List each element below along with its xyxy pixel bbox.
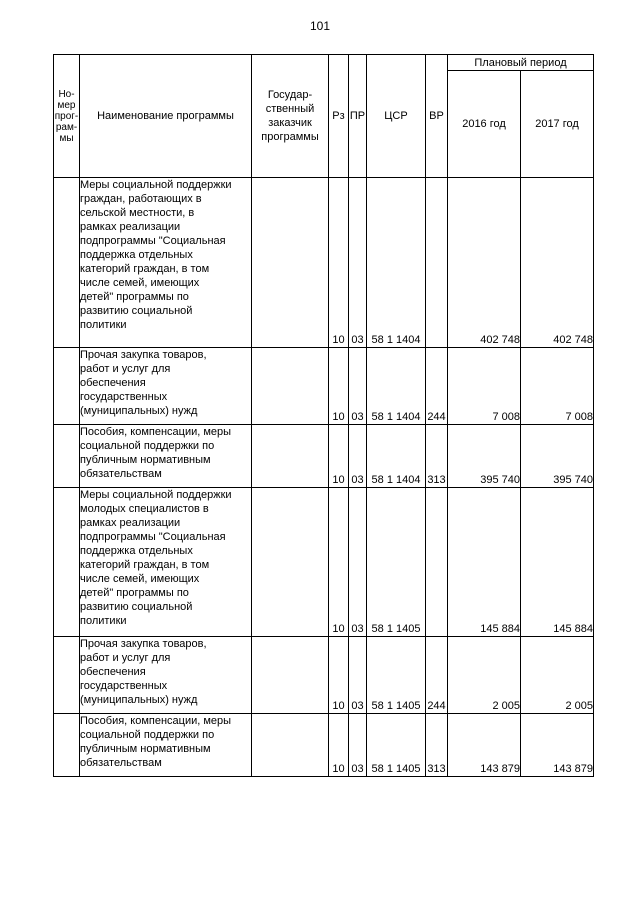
number-cell [54, 178, 80, 348]
amount-2017-cell: 145 884 [521, 488, 594, 637]
csr-cell: 58 1 1405 [367, 488, 426, 637]
program-name-cell [80, 714, 252, 777]
program-name-line: категорий граждан, в том [80, 559, 210, 571]
program-name-line: обеспечения [80, 666, 146, 678]
year-2017-header: 2017 год [521, 71, 594, 178]
pr-cell: 03 [349, 714, 367, 777]
number-header [54, 55, 80, 178]
amount-2017-cell: 143 879 [521, 714, 594, 777]
vr-cell: 313 [426, 425, 448, 488]
program-name-line: числе семей, имеющих [80, 277, 200, 289]
program-name-line: поддержка отдельных [80, 249, 193, 261]
customer-cell [252, 348, 329, 425]
program-name-line: рамках реализации [80, 517, 181, 529]
program-name-line: публичным нормативным [80, 743, 211, 755]
rz-header: Рз [329, 55, 349, 178]
program-name-line: Пособия, компенсации, меры [80, 426, 232, 438]
program-name-line: развитию социальной [80, 601, 193, 613]
pr-cell: 03 [349, 348, 367, 425]
customer-header-line: программы [261, 131, 319, 143]
number-cell [54, 637, 80, 714]
number-header-line: Но- [58, 88, 75, 100]
program-name-line: Пособия, компенсации, меры [80, 715, 232, 727]
customer-header-label [252, 88, 328, 144]
program-name-line: Прочая закупка товаров, [80, 349, 207, 361]
rz-cell: 10 [329, 488, 349, 637]
number-cell [54, 488, 80, 637]
program-name-line: детей" программы по [80, 587, 189, 599]
program-name-line: (муниципальных) нужд [80, 694, 198, 706]
program-name-line: числе семей, имеющих [80, 573, 200, 585]
program-name-line: категорий граждан, в том [80, 263, 210, 275]
program-name-line: рамках реализации [80, 221, 181, 233]
table-header [54, 55, 594, 178]
program-name-line: политики [80, 319, 127, 331]
table-row [54, 178, 594, 348]
vr-cell: 244 [426, 348, 448, 425]
program-name-line: социальной поддержки по [80, 729, 215, 741]
program-name-line: (муниципальных) нужд [80, 405, 198, 417]
year-2016-header: 2016 год [448, 71, 521, 178]
program-name-line: развитию социальной [80, 305, 193, 317]
number-header-line: рам- [55, 121, 78, 133]
pr-cell: 03 [349, 488, 367, 637]
number-cell [54, 425, 80, 488]
csr-cell: 58 1 1404 [367, 425, 426, 488]
rz-cell: 10 [329, 348, 349, 425]
table-row [54, 488, 594, 637]
rz-cell: 10 [329, 425, 349, 488]
pr-header: ПР [349, 55, 367, 178]
number-cell [54, 714, 80, 777]
program-name-cell [80, 425, 252, 488]
program-name-line: Меры социальной поддержки [80, 489, 232, 501]
program-name-line: поддержка отдельных [80, 545, 193, 557]
program-name-line: публичным нормативным [80, 454, 211, 466]
number-header-line: прог- [54, 110, 79, 122]
budget-table [53, 54, 594, 777]
number-header-line: мер [57, 99, 76, 111]
customer-header [252, 55, 329, 178]
pr-cell: 03 [349, 637, 367, 714]
program-name-line: государственных [80, 391, 168, 403]
vr-cell: 313 [426, 714, 448, 777]
csr-header: ЦСР [367, 55, 426, 178]
program-name-line: молодых специалистов в [80, 503, 209, 515]
vr-cell [426, 488, 448, 637]
program-name-line: обязательствам [80, 468, 162, 480]
amount-2017-cell: 2 005 [521, 637, 594, 714]
pr-cell: 03 [349, 178, 367, 348]
amount-2017-cell: 402 748 [521, 178, 594, 348]
program-name-line: государственных [80, 680, 168, 692]
csr-cell: 58 1 1404 [367, 348, 426, 425]
program-name-line: Меры социальной поддержки [80, 179, 232, 191]
table-row [54, 637, 594, 714]
vr-header: ВР [426, 55, 448, 178]
table-row [54, 348, 594, 425]
rz-cell: 10 [329, 637, 349, 714]
table-row [54, 714, 594, 777]
page-number: 101 [309, 19, 331, 33]
program-name-cell [80, 488, 252, 637]
program-name-line: обязательствам [80, 757, 162, 769]
customer-header-line: ственный [265, 103, 315, 115]
rz-cell: 10 [329, 714, 349, 777]
name-header: Наименование программы [80, 55, 252, 178]
amount-2016-cell: 145 884 [448, 488, 521, 637]
amount-2016-cell: 402 748 [448, 178, 521, 348]
program-name-line: Прочая закупка товаров, [80, 638, 207, 650]
program-name-cell [80, 637, 252, 714]
csr-cell: 58 1 1405 [367, 637, 426, 714]
program-name-line: подпрограммы "Социальная [80, 235, 226, 247]
program-name-line: обеспечения [80, 377, 146, 389]
program-name-line: политики [80, 615, 127, 627]
program-name-cell [80, 348, 252, 425]
customer-header-line: заказчик [268, 117, 312, 129]
amount-2016-cell: 2 005 [448, 637, 521, 714]
table-row [54, 425, 594, 488]
customer-cell [252, 714, 329, 777]
program-name-line: граждан, работающих в [80, 193, 202, 205]
program-name-line: подпрограммы "Социальная [80, 531, 226, 543]
program-name-line: работ и услуг для [80, 652, 171, 664]
customer-cell [252, 178, 329, 348]
customer-cell [252, 425, 329, 488]
program-name-line: сельской местности, в [80, 207, 195, 219]
vr-cell: 244 [426, 637, 448, 714]
amount-2016-cell: 395 740 [448, 425, 521, 488]
planned-period-header: Плановый период [448, 55, 594, 71]
program-name-line: детей" программы по [80, 291, 189, 303]
customer-header-line: Государ- [267, 89, 313, 101]
customer-cell [252, 488, 329, 637]
vr-cell [426, 178, 448, 348]
table-body [54, 178, 594, 777]
amount-2016-cell: 143 879 [448, 714, 521, 777]
csr-cell: 58 1 1404 [367, 178, 426, 348]
program-name-cell [80, 178, 252, 348]
rz-cell: 10 [329, 178, 349, 348]
number-header-line: мы [59, 132, 74, 144]
amount-2016-cell: 7 008 [448, 348, 521, 425]
number-cell [54, 348, 80, 425]
pr-cell: 03 [349, 425, 367, 488]
program-name-line: работ и услуг для [80, 363, 171, 375]
customer-cell [252, 637, 329, 714]
csr-cell: 58 1 1405 [367, 714, 426, 777]
amount-2017-cell: 395 740 [521, 425, 594, 488]
program-name-line: социальной поддержки по [80, 440, 215, 452]
amount-2017-cell: 7 008 [521, 348, 594, 425]
number-header-label [54, 89, 79, 144]
